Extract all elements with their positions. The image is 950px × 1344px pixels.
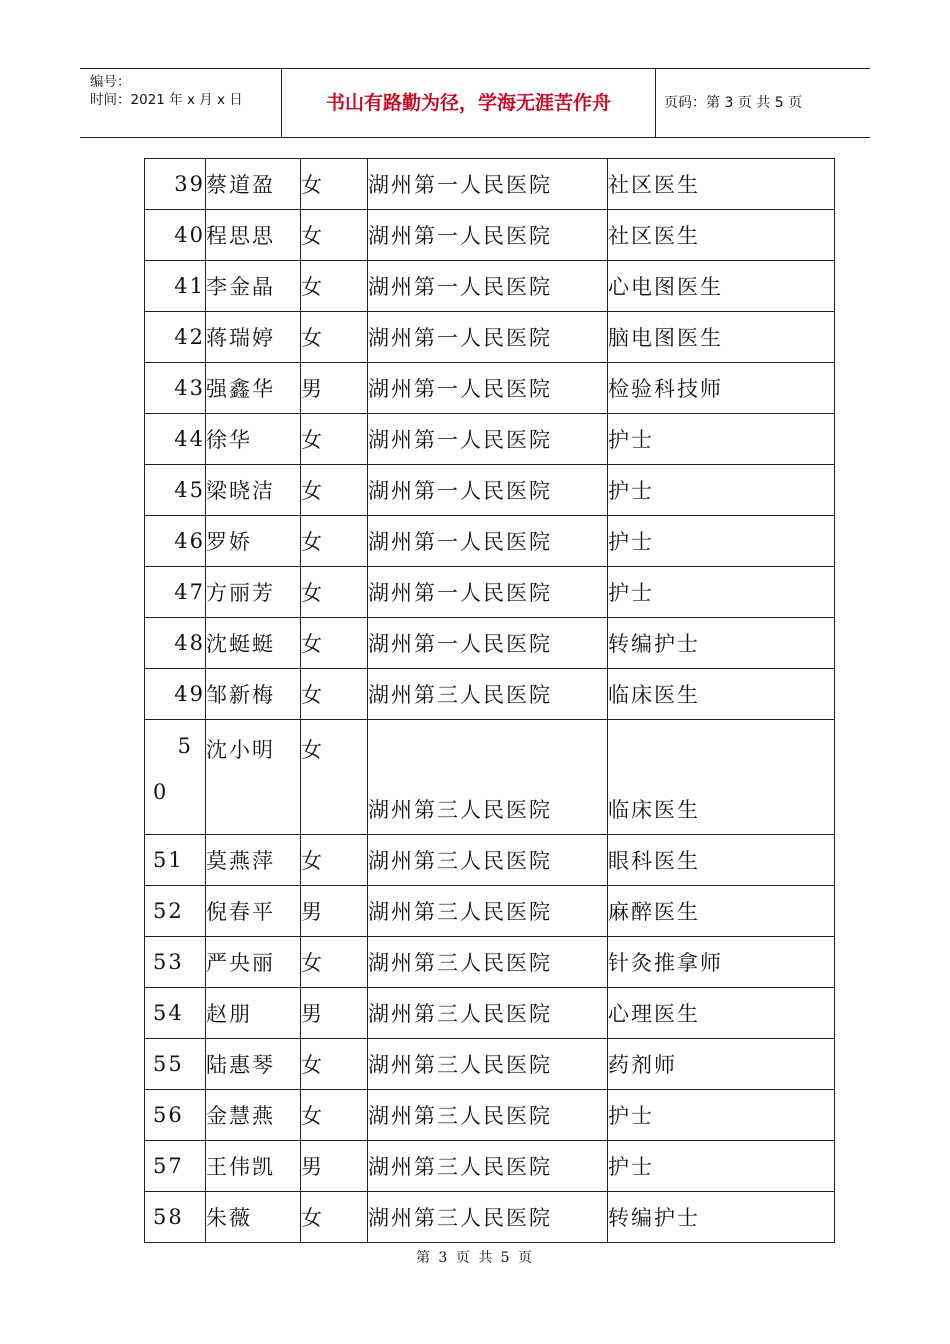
table-row [145, 261, 835, 312]
role-cell: 眼科医生 [608, 835, 835, 886]
role-cell: 脑电图医生 [608, 312, 835, 363]
unit-cell: 湖州第三人民医院 [368, 1141, 608, 1192]
name-cell: 赵朋 [206, 988, 301, 1039]
table-row [145, 516, 835, 567]
row-number-cell: 58 [145, 1192, 206, 1243]
row-number-cell: 41 [145, 261, 206, 312]
row-number-cell: 40 [145, 210, 206, 261]
table-row [145, 835, 835, 886]
unit-cell: 湖州第一人民医院 [368, 567, 608, 618]
gender-cell: 女 [301, 1192, 368, 1243]
role-cell: 临床医生 [608, 669, 835, 720]
row-number-cell: 51 [145, 835, 206, 886]
row-number-line1: 5 [177, 734, 193, 758]
unit-cell: 湖州第三人民医院 [368, 835, 608, 886]
unit-cell: 湖州第一人民医院 [368, 159, 608, 210]
name-cell: 倪春平 [206, 886, 301, 937]
table-row [145, 210, 835, 261]
unit-cell: 湖州第三人民医院 [368, 720, 608, 835]
role-cell: 护士 [608, 1090, 835, 1141]
row-number-cell: 39 [145, 159, 206, 210]
name-cell: 王伟凯 [206, 1141, 301, 1192]
unit-cell: 湖州第一人民医院 [368, 516, 608, 567]
header-page-info: 页码：第 3 页 共 5 页 [664, 95, 803, 111]
name-cell: 罗娇 [206, 516, 301, 567]
gender-cell: 女 [301, 261, 368, 312]
unit-cell: 湖州第三人民医院 [368, 1192, 608, 1243]
row-number-cell: 54 [145, 988, 206, 1039]
role-cell: 针灸推拿师 [608, 937, 835, 988]
gender-cell: 女 [301, 414, 368, 465]
role-cell: 临床医生 [608, 720, 835, 835]
row-number-cell [145, 720, 206, 835]
gender-cell: 女 [301, 159, 368, 210]
gender-cell: 女 [301, 720, 368, 835]
unit-cell: 湖州第三人民医院 [368, 1090, 608, 1141]
name-cell: 梁晓洁 [206, 465, 301, 516]
name-cell: 朱薇 [206, 1192, 301, 1243]
table-row [145, 159, 835, 210]
name-cell: 陆惠琴 [206, 1039, 301, 1090]
row-number-cell: 52 [145, 886, 206, 937]
header-meta [80, 69, 282, 137]
gender-cell: 女 [301, 312, 368, 363]
gender-cell: 女 [301, 669, 368, 720]
role-cell: 护士 [608, 567, 835, 618]
serial-label: 编号： [90, 74, 131, 90]
role-cell: 检验科技师 [608, 363, 835, 414]
gender-cell: 女 [301, 567, 368, 618]
name-cell: 方丽芳 [206, 567, 301, 618]
row-number-cell: 56 [145, 1090, 206, 1141]
name-cell: 莫燕萍 [206, 835, 301, 886]
name-cell: 金慧燕 [206, 1090, 301, 1141]
unit-cell: 湖州第一人民医院 [368, 312, 608, 363]
role-cell: 护士 [608, 414, 835, 465]
row-number-cell: 47 [145, 567, 206, 618]
table-row [145, 1141, 835, 1192]
unit-cell: 湖州第三人民医院 [368, 886, 608, 937]
row-number-cell: 42 [145, 312, 206, 363]
role-cell: 护士 [608, 1141, 835, 1192]
role-cell: 护士 [608, 465, 835, 516]
role-cell: 护士 [608, 516, 835, 567]
unit-cell: 湖州第一人民医院 [368, 414, 608, 465]
role-cell: 心电图医生 [608, 261, 835, 312]
role-cell: 转编护士 [608, 1192, 835, 1243]
table-body-row50 [145, 720, 835, 835]
name-cell: 李金晶 [206, 261, 301, 312]
personnel-table [144, 158, 835, 1243]
role-cell: 麻醉医生 [608, 886, 835, 937]
row-number-cell: 44 [145, 414, 206, 465]
gender-cell: 男 [301, 1141, 368, 1192]
unit-cell: 湖州第一人民医院 [368, 465, 608, 516]
role-cell: 药剂师 [608, 1039, 835, 1090]
unit-cell: 湖州第一人民医院 [368, 261, 608, 312]
table-row [145, 669, 835, 720]
name-cell: 邹新梅 [206, 669, 301, 720]
table-row [145, 988, 835, 1039]
gender-cell: 女 [301, 465, 368, 516]
name-cell: 徐华 [206, 414, 301, 465]
gender-cell: 女 [301, 1039, 368, 1090]
name-cell: 沈小明 [206, 720, 301, 835]
row-number-cell: 53 [145, 937, 206, 988]
unit-cell: 湖州第一人民医院 [368, 210, 608, 261]
page-header [80, 68, 870, 138]
name-cell: 蔡道盈 [206, 159, 301, 210]
gender-cell: 女 [301, 835, 368, 886]
table-row [145, 886, 835, 937]
role-cell: 转编护士 [608, 618, 835, 669]
gender-cell: 女 [301, 937, 368, 988]
table-row [145, 465, 835, 516]
page-footer: 第 3 页 共 5 页 [415, 1250, 535, 1266]
role-cell: 社区医生 [608, 159, 835, 210]
row-number-cell: 57 [145, 1141, 206, 1192]
gender-cell: 女 [301, 516, 368, 567]
gender-cell: 女 [301, 1090, 368, 1141]
table-row [145, 414, 835, 465]
name-cell: 强鑫华 [206, 363, 301, 414]
name-cell: 程思思 [206, 210, 301, 261]
row-number-cell: 49 [145, 669, 206, 720]
table-row [145, 618, 835, 669]
header-motto: 书山有路勤为径，学海无涯苦作舟 [282, 69, 656, 137]
gender-cell: 女 [301, 210, 368, 261]
table-row [145, 312, 835, 363]
table-body-top [145, 159, 835, 720]
unit-cell: 湖州第三人民医院 [368, 1039, 608, 1090]
row-number-cell: 46 [145, 516, 206, 567]
gender-cell: 男 [301, 886, 368, 937]
table-row [145, 720, 835, 835]
unit-cell: 湖州第三人民医院 [368, 937, 608, 988]
row-number-cell: 43 [145, 363, 206, 414]
table-row [145, 937, 835, 988]
row-number-cell: 48 [145, 618, 206, 669]
time-label: 时间：2021 年 x 月 x 日 [90, 92, 243, 108]
row-number-line2: 0 [153, 780, 169, 804]
role-cell: 社区医生 [608, 210, 835, 261]
row-number-cell: 45 [145, 465, 206, 516]
table-row [145, 363, 835, 414]
table-row [145, 1090, 835, 1141]
gender-cell: 男 [301, 363, 368, 414]
name-cell: 蒋瑞婷 [206, 312, 301, 363]
gender-cell: 男 [301, 988, 368, 1039]
role-cell: 心理医生 [608, 988, 835, 1039]
row-number-cell: 55 [145, 1039, 206, 1090]
table-row [145, 1192, 835, 1243]
table-body-bottom [145, 835, 835, 1243]
unit-cell: 湖州第一人民医院 [368, 618, 608, 669]
unit-cell: 湖州第三人民医院 [368, 669, 608, 720]
table-row [145, 1039, 835, 1090]
name-cell: 沈蜓蜓 [206, 618, 301, 669]
unit-cell: 湖州第三人民医院 [368, 988, 608, 1039]
gender-cell: 女 [301, 618, 368, 669]
unit-cell: 湖州第一人民医院 [368, 363, 608, 414]
name-cell: 严央丽 [206, 937, 301, 988]
table-row [145, 567, 835, 618]
